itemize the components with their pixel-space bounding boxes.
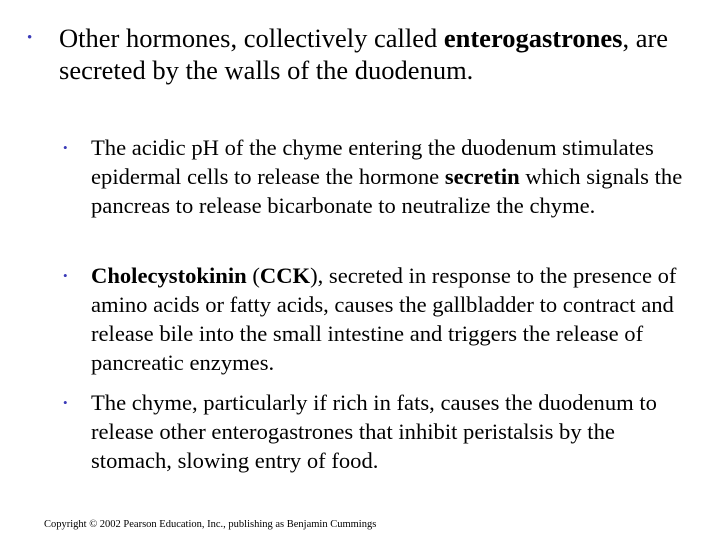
- sub-bullet-text: [91, 133, 688, 220]
- bullet-dot-icon: •: [63, 140, 68, 155]
- sub-bullet-chyme: [63, 388, 688, 475]
- main-bullet: [27, 22, 687, 86]
- sub2-bold-term: Cholecystokinin: [91, 263, 247, 288]
- main-text-part2: , are secreted by the walls of the duodenum.: [59, 23, 669, 85]
- sub2-part2: ), secreted in response to the presence of amino acids or fatty acids, causes the gallbladder to contract and release bile into the small intestine and triggers the release of pancreatic enzymes.: [91, 263, 677, 375]
- main-bullet-text: [59, 22, 687, 86]
- bullet-dot-icon: •: [27, 30, 33, 46]
- sub1-bold-term: secretin: [444, 164, 520, 189]
- sub-bullet-cck: [63, 261, 688, 377]
- sub2-bold-abbrev: CCK: [259, 263, 311, 288]
- bullet-dot-icon: •: [63, 395, 68, 410]
- main-text-part1: Other hormones, collectively called: [59, 23, 444, 53]
- sub-bullet-secretin: [63, 133, 688, 220]
- bullet-dot-icon: •: [63, 268, 68, 283]
- sub2-part1: (: [246, 263, 260, 288]
- sub1-part1: The acidic pH of the chyme entering the duodenum stimulates epidermal cells to release the hormone: [91, 135, 654, 189]
- sub-bullet-text: The chyme, particularly if rich in fats, causes the duodenum to release other enterogastrones that inhibit peristalsis by the stomach, slowing entry of food.: [91, 390, 657, 473]
- main-text-bold-term: enterogastrones: [443, 23, 623, 53]
- copyright-footer: Copyright © 2002 Pearson Education, Inc., publishing as Benjamin Cummings: [44, 519, 377, 530]
- sub-bullet-text: [91, 261, 688, 377]
- sub1-part2: which signals the pancreas to release bicarbonate to neutralize the chyme.: [91, 164, 683, 218]
